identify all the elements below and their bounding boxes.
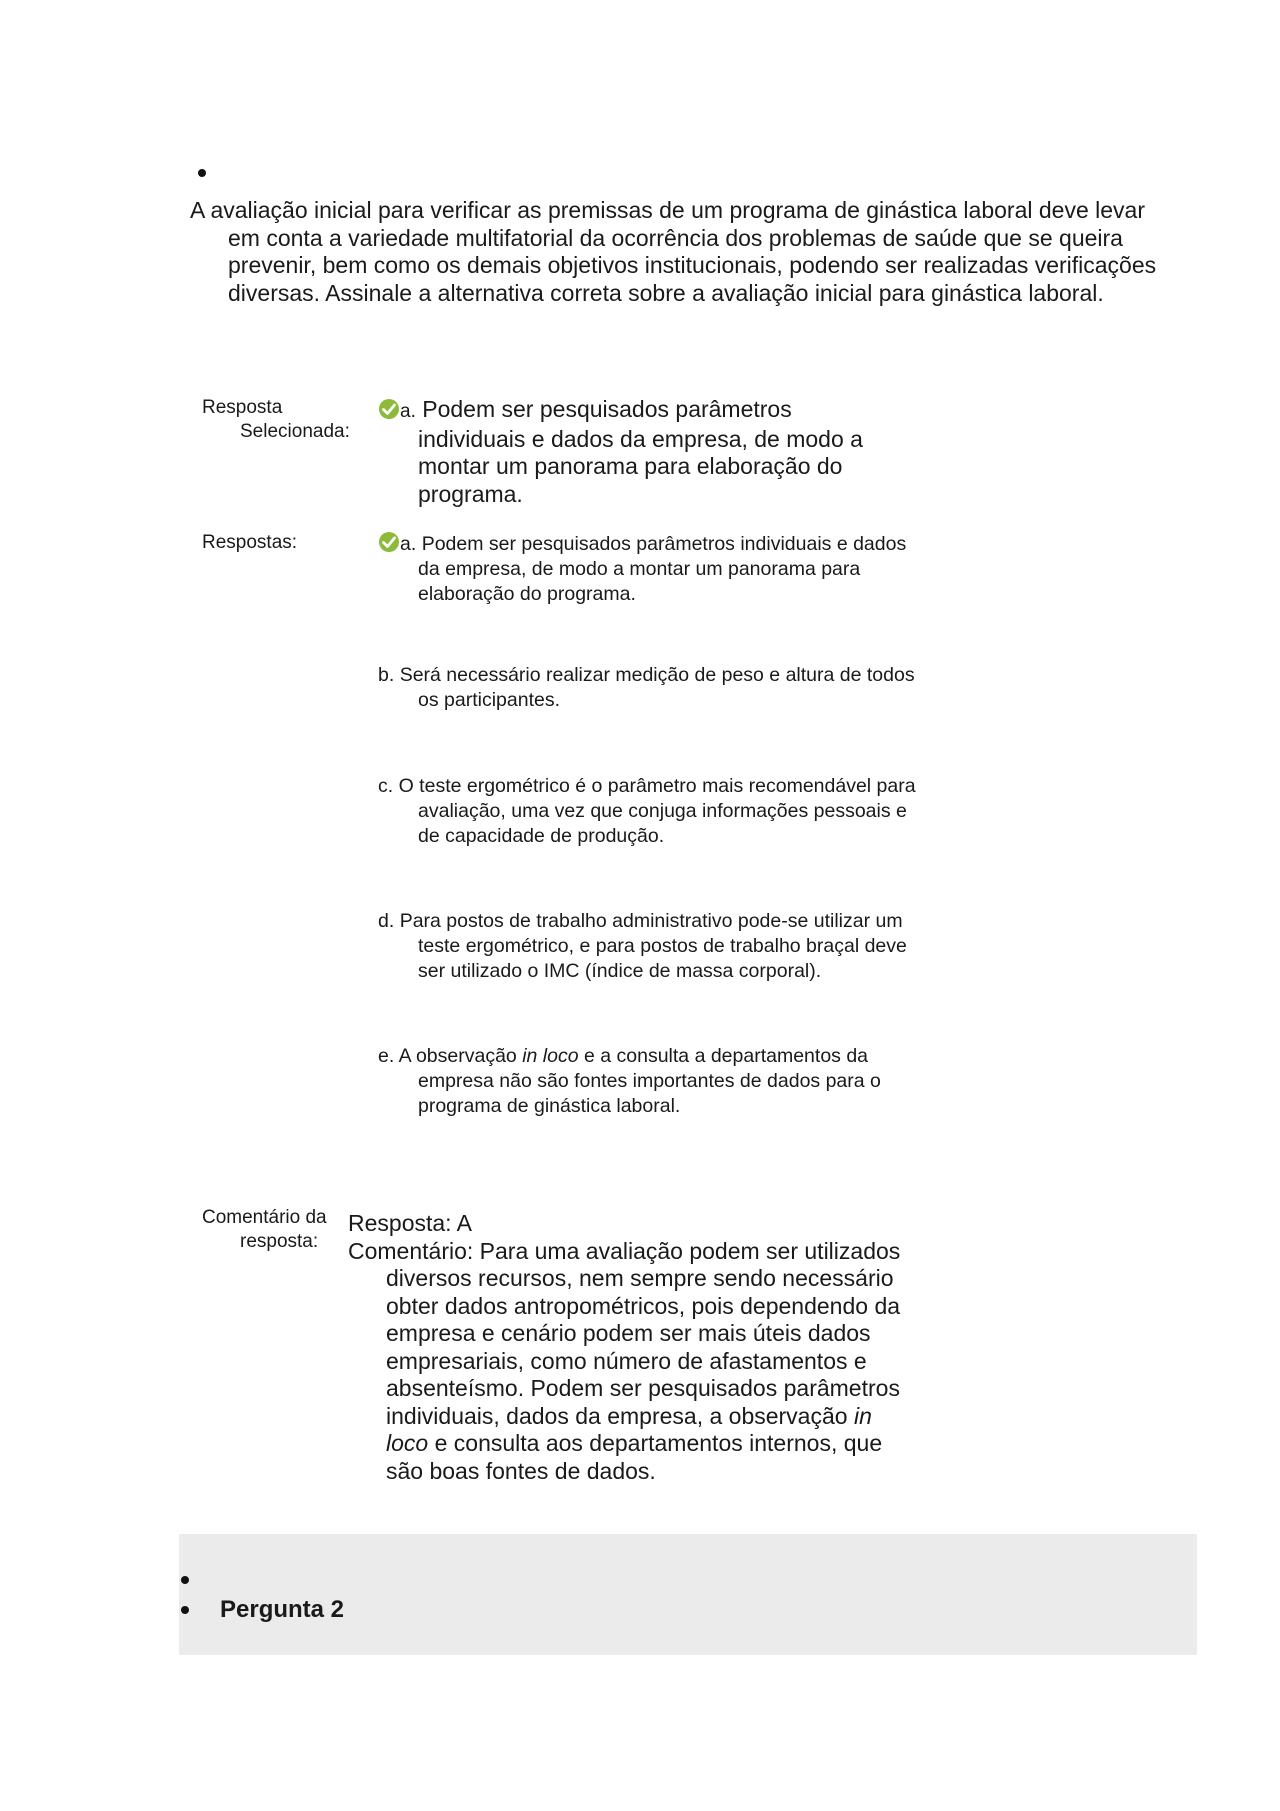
answers-label: Respostas: bbox=[202, 532, 298, 553]
comment-text-before: Comentário: Para uma avaliação podem ser utilizados diversos recursos, nem sempre sendo necessário obter dados antropométricos, pois dependendo da empresa e cenário podem ser mais úteis dados empresariais, como número de afastamentos e absenteísmo. Podem ser pesquisados parâmetros individuais, dados da empresa, a observação bbox=[348, 1237, 901, 1429]
option-text-italic: in loco bbox=[522, 1045, 579, 1067]
comment-label: Comentário da resposta: bbox=[202, 1207, 327, 1252]
option-text-before: A observação bbox=[398, 1045, 523, 1067]
option-a bbox=[378, 531, 918, 607]
selected-answer-label: Resposta Selecionada: bbox=[202, 397, 350, 442]
option-letter: d. bbox=[378, 910, 395, 932]
comment-answer-line: Resposta: A bbox=[348, 1210, 473, 1236]
option-letter: a. bbox=[400, 533, 417, 555]
option-letter: b. bbox=[378, 664, 395, 686]
selected-answer bbox=[378, 396, 898, 508]
option-text: O teste ergométrico é o parâmetro mais recomendável para avaliação, uma vez que conjuga informações pessoais e de capacidade de produção. bbox=[398, 775, 916, 847]
comment-text bbox=[348, 1238, 908, 1486]
option-e bbox=[378, 1044, 918, 1119]
option-letter: c. bbox=[378, 775, 394, 797]
next-question-title[interactable]: Pergunta 2 bbox=[220, 1596, 345, 1623]
comment-text-italic: in loco bbox=[386, 1402, 872, 1456]
selected-answer-text: Podem ser pesquisados parâmetros individuais e dados da empresa, de modo a montar um panorama para elaboração do programa. bbox=[418, 396, 863, 507]
comment-text-after: e consulta aos departamentos internos, que são boas fontes de dados. bbox=[386, 1430, 883, 1484]
selected-answer-letter: a. bbox=[400, 401, 416, 422]
question-text: A avaliação inicial para verificar as premissas de um programa de ginástica laboral deve levar em conta a variedade multifatorial da ocorrência dos problemas de saúde que se queira prevenir, bem como os demais objetivos institucionais, podendo ser realizadas verificações diversas. Assinale a alternativa correta sobre a avaliação inicial para ginástica laboral. bbox=[190, 197, 1157, 306]
list-bullet bbox=[181, 1606, 189, 1614]
option-text-after: e a consulta a departamentos da empresa não são fontes importantes de dados para o programa de ginástica laboral. bbox=[418, 1045, 881, 1117]
option-letter: e. bbox=[378, 1045, 395, 1067]
list-bullet bbox=[198, 169, 206, 177]
next-question-band bbox=[179, 1534, 1197, 1655]
option-text: Será necessário realizar medição de peso e altura de todos os participantes. bbox=[399, 664, 915, 711]
option-text: Podem ser pesquisados parâmetros individuais e dados da empresa, de modo a montar um panorama para elaboração do programa. bbox=[418, 533, 907, 605]
comment-block bbox=[348, 1210, 908, 1485]
option-text: Para postos de trabalho administrativo pode-se utilizar um teste ergométrico, e para postos de trabalho braçal deve ser utilizado o IMC (índice de massa corporal). bbox=[399, 910, 907, 982]
option-b bbox=[378, 663, 918, 713]
list-bullet bbox=[181, 1576, 189, 1584]
option-d bbox=[378, 909, 918, 984]
check-circle-icon bbox=[378, 531, 400, 553]
check-circle-icon bbox=[378, 398, 400, 420]
option-c bbox=[378, 774, 918, 849]
